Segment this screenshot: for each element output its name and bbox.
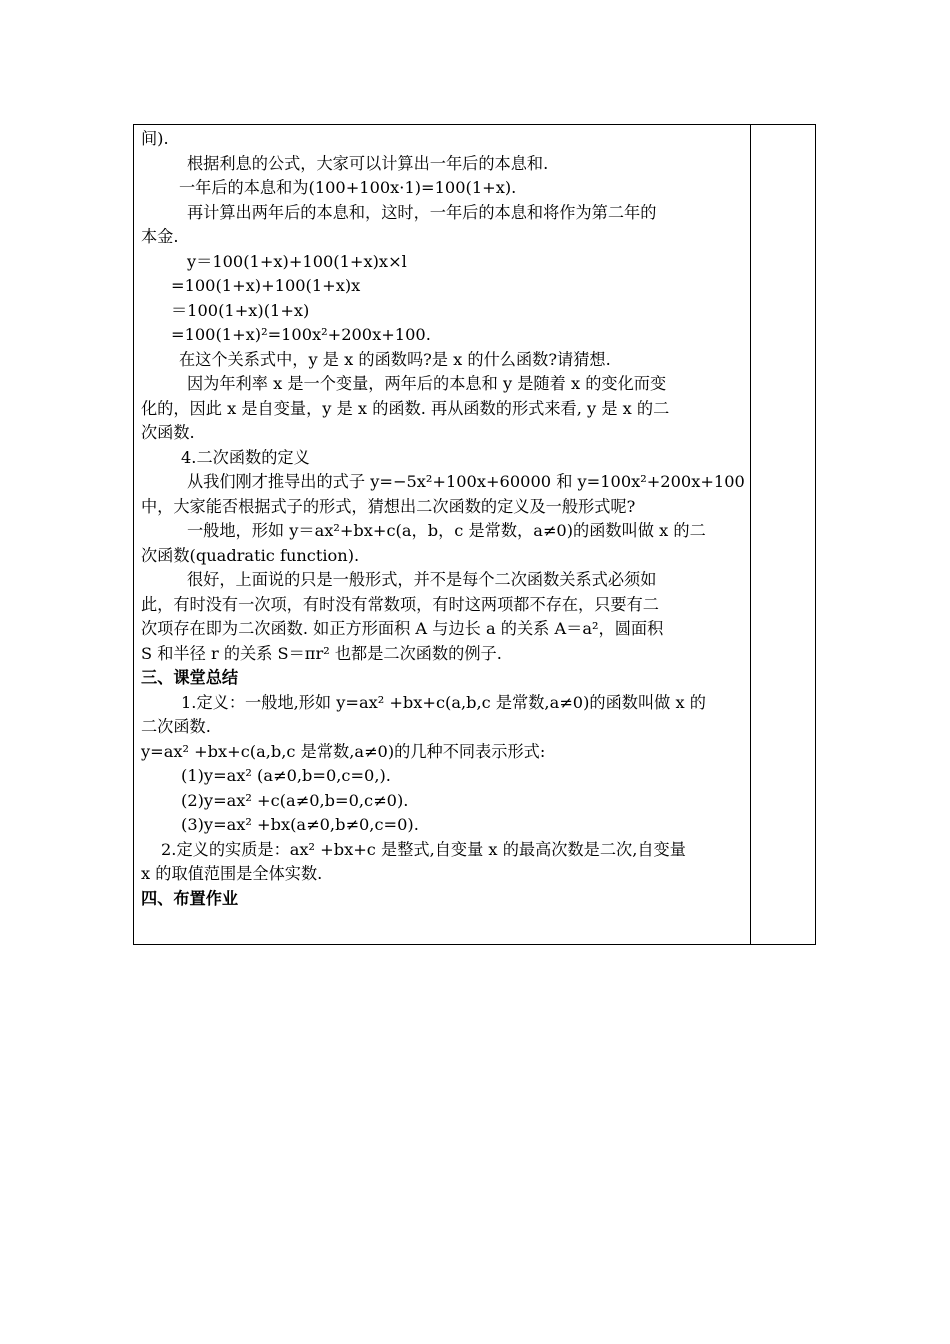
section-heading: 三、课堂总结 — [141, 668, 239, 687]
section-heading: 四、布置作业 — [141, 888, 239, 908]
lesson-table — [133, 124, 816, 945]
equation-line: (2)y=ax² +c(a≠0,b=0,c≠0). — [181, 790, 409, 810]
text-line: 本金. — [141, 227, 179, 246]
text-line: 根据利息的公式，大家可以计算出一年后的本息和. — [187, 153, 549, 173]
lesson-content-cell — [141, 127, 747, 911]
text-line: 间). — [141, 129, 169, 148]
text-line: 中，大家能否根据式子的形式，猜想出二次函数的定义及一般形式呢? — [141, 496, 636, 516]
equation-line: (1)y=ax² (a≠0,b=0,c=0,). — [181, 766, 391, 785]
text-line: S 和半径 r 的关系 S＝πr² 也都是二次函数的例子. — [141, 643, 502, 663]
text-line: 一年后的本息和为(100+100x·1)=100(1+x). — [179, 178, 517, 197]
text-line: 1.定义：一般地,形如 y=ax² +bx+c(a,b,c 是常数,a≠0)的函数叫做 x 的 — [181, 692, 706, 712]
text-line: 化的，因此 x 是自变量，y 是 x 的函数. 再从函数的形式来看, y 是 x 的二 — [141, 398, 670, 418]
text-line: 次函数. — [141, 423, 195, 442]
text-line: 因为年利率 x 是一个变量，两年后的本息和 y 是随着 x 的变化而变 — [187, 374, 667, 393]
text-line: 再计算出两年后的本息和，这时，一年后的本息和将作为第二年的 — [187, 202, 657, 222]
equation-line: =100(1+x)+100(1+x)x — [171, 276, 361, 295]
text-line: 在这个关系式中，y 是 x 的函数吗?是 x 的什么函数?请猜想. — [179, 349, 611, 369]
text-line: 2.定义的实质是：ax² +bx+c 是整式,自变量 x 的最高次数是二次,自变量 — [161, 839, 686, 859]
text-line: 次项存在即为二次函数. 如正方形面积 A 与边长 a 的关系 A＝a²，圆面积 — [141, 619, 664, 638]
text-line: 次函数(quadratic function). — [141, 545, 360, 565]
text-line: 从我们刚才推导出的式子 y=−5x²+100x+60000 和 y=100x²+200x+100 — [187, 472, 745, 491]
section-subtitle: 4.二次函数的定义 — [181, 447, 310, 467]
notes-column-divider — [750, 125, 751, 944]
text-line: y=ax² +bx+c(a,b,c 是常数,a≠0)的几种不同表示形式: — [141, 741, 546, 761]
equation-line: =100(1+x)²=100x²+200x+100. — [171, 325, 431, 344]
equation-line: (3)y=ax² +bx(a≠0,b≠0,c=0). — [181, 815, 419, 834]
equation-line: y＝100(1+x)+100(1+x)x×l — [187, 251, 407, 271]
text-line: 此，有时没有一次项，有时没有常数项，有时这两项都不存在，只要有二 — [141, 594, 659, 614]
text-line: 很好，上面说的只是一般形式，并不是每个二次函数关系式必须如 — [187, 570, 657, 589]
equation-line: ＝100(1+x)(1+x) — [171, 300, 310, 320]
text-line: x 的取值范围是全体实数. — [141, 864, 323, 883]
text-line: 二次函数. — [141, 717, 211, 736]
text-line: 一般地，形如 y＝ax²+bx+c(a，b，c 是常数，a≠0)的函数叫做 x 的二 — [187, 521, 706, 540]
